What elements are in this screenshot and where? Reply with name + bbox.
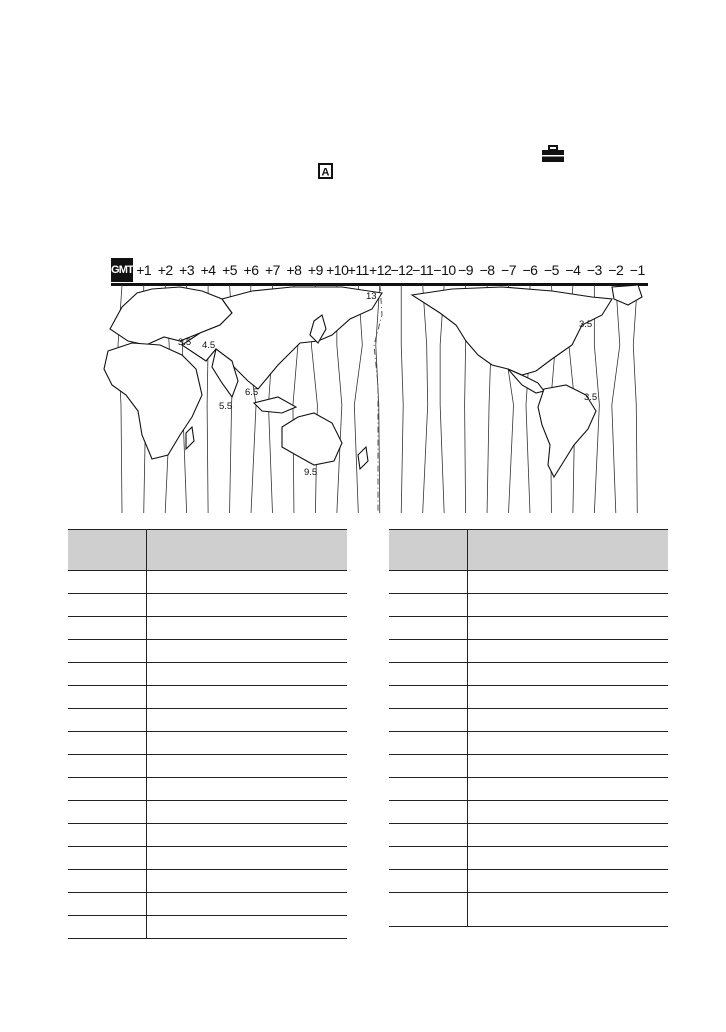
offset-cell: [389, 594, 468, 617]
timezone-label-2: +2: [157, 262, 173, 278]
area-cell: [147, 801, 348, 824]
area-cell: [468, 870, 669, 893]
header-cell-area: [468, 530, 669, 571]
timezone-label-19: −6: [522, 262, 538, 278]
offset-cell: [389, 870, 468, 893]
area-cell: [147, 916, 348, 939]
table-row: [68, 801, 347, 824]
offset-cell: [68, 801, 147, 824]
area-cell: [468, 709, 669, 732]
offset-cell: [389, 893, 468, 927]
area-cell: [468, 893, 669, 927]
offset-cell: [389, 778, 468, 801]
offset-cell: [68, 663, 147, 686]
offset-cell: [68, 709, 147, 732]
table-row: [68, 824, 347, 847]
offset-cell: [68, 824, 147, 847]
offset-cell: [389, 801, 468, 824]
timezone-strip: [111, 258, 648, 284]
timezone-label-13: −12: [390, 262, 413, 278]
offset-cell: [68, 893, 147, 916]
area-cell: [468, 640, 669, 663]
offset-cell: [68, 732, 147, 755]
table-row: [389, 870, 668, 893]
table-row: [68, 755, 347, 778]
area-cell: [147, 594, 348, 617]
table-row: [389, 640, 668, 663]
table-row: [389, 755, 668, 778]
area-cell: [468, 571, 669, 594]
table-row: [389, 801, 668, 824]
auto-mode-letter: A: [321, 166, 330, 179]
area-cell: [147, 709, 348, 732]
offset-cell: [389, 640, 468, 663]
area-cell: [468, 778, 669, 801]
timezone-label-17: −8: [479, 262, 495, 278]
area-cell: [468, 617, 669, 640]
offset-cell: [389, 663, 468, 686]
table-row: [68, 594, 347, 617]
offset-label-5.5: 5.5: [219, 401, 233, 412]
table-row: [68, 663, 347, 686]
area-cell: [468, 686, 669, 709]
table-row: [389, 824, 668, 847]
greenland-outline: [612, 285, 642, 305]
timezone-label-14: −11: [412, 262, 434, 278]
timezone-label-6: +6: [243, 262, 259, 278]
area-cell: [147, 663, 348, 686]
area-cell: [468, 824, 669, 847]
timezone-label-10: +10: [326, 262, 349, 278]
table-row: [389, 617, 668, 640]
timezone-label-7: +7: [264, 262, 280, 278]
header-cell-area: [147, 530, 348, 571]
date-line: [374, 285, 382, 513]
timezone-label-1: +1: [136, 262, 152, 278]
area-cell: [147, 870, 348, 893]
timezone-label-16: −9: [458, 262, 474, 278]
table-row: [389, 709, 668, 732]
area-cell: [147, 755, 348, 778]
area-cell: [468, 594, 669, 617]
header-cell-offset: [68, 530, 147, 571]
offset-label-9.5: 9.5: [304, 467, 318, 478]
offset-cell: [68, 571, 147, 594]
timezone-label-9: +9: [307, 262, 323, 278]
zone-boundary-line: [354, 285, 362, 513]
area-cell: [468, 801, 669, 824]
offset-label-4.5: 4.5: [202, 340, 216, 351]
world-time-zone-map: [82, 285, 652, 513]
offset-label-3.5-canada: 3.5: [579, 319, 593, 330]
table-row: [68, 617, 347, 640]
offset-label-13: 13: [366, 291, 377, 302]
table-header-row: [68, 530, 347, 571]
table-row: [68, 709, 347, 732]
timezone-label-21: −4: [565, 262, 581, 278]
area-cell: [147, 571, 348, 594]
table-row: [68, 732, 347, 755]
area-cell: [468, 755, 669, 778]
table-row: [68, 916, 347, 939]
zone-boundary-line: [612, 285, 620, 513]
area-cell: [468, 847, 669, 870]
offset-cell: [389, 617, 468, 640]
offset-label-3.5-mideast: 3.5: [178, 337, 192, 348]
table-row: [68, 893, 347, 916]
offset-label-6.5: 6.5: [245, 387, 259, 398]
table-row: [389, 847, 668, 870]
timezone-label-18: −7: [501, 262, 516, 278]
table-row: [389, 778, 668, 801]
table-row: [68, 870, 347, 893]
area-cell: [147, 617, 348, 640]
area-cell: [147, 640, 348, 663]
timezone-label-24: −1: [629, 262, 645, 278]
offset-cell: [68, 594, 147, 617]
auto-mode-icon: [318, 163, 333, 179]
timezone-table-right: [389, 529, 668, 927]
timezone-label-4: +4: [200, 262, 216, 278]
table-row: [68, 847, 347, 870]
offset-cell: [68, 778, 147, 801]
offset-label-3.5-americas: 3.5: [584, 392, 598, 403]
offset-cell: [389, 571, 468, 594]
australia-outline: [282, 413, 342, 465]
table-row: [389, 686, 668, 709]
area-cell: [147, 778, 348, 801]
zone-boundary-line: [440, 285, 444, 513]
timezone-label-22: −3: [586, 262, 602, 278]
offset-cell: [389, 824, 468, 847]
new-zealand-outline: [358, 447, 368, 469]
timezone-label-15: −10: [433, 262, 456, 278]
timezone-label-23: −2: [608, 262, 624, 278]
offset-cell: [389, 686, 468, 709]
timezone-label-3: +3: [179, 262, 195, 278]
north-america-outline: [412, 287, 612, 375]
offset-cell: [68, 686, 147, 709]
timezone-label-8: +8: [286, 262, 302, 278]
offset-cell: [389, 755, 468, 778]
table-row: [389, 732, 668, 755]
area-cell: [147, 732, 348, 755]
continents: [104, 285, 642, 477]
timezone-label-12: +12: [369, 262, 392, 278]
offset-cell: [68, 870, 147, 893]
madagascar-outline: [186, 427, 194, 449]
table-row: [389, 893, 668, 927]
timezone-label-5: +5: [222, 262, 238, 278]
se-asia-islands: [254, 397, 296, 413]
offset-cell: [389, 847, 468, 870]
zone-boundary-line: [423, 285, 428, 513]
timezone-label-20: −5: [543, 262, 559, 278]
header-cell-offset: [389, 530, 468, 571]
zone-boundary-line: [633, 285, 637, 513]
area-cell: [147, 824, 348, 847]
timezone-label-11: +11: [347, 262, 369, 278]
offset-cell: [389, 709, 468, 732]
offset-cell: [68, 755, 147, 778]
offset-cell: [389, 732, 468, 755]
zone-boundary-line: [401, 285, 403, 513]
table-row: [68, 640, 347, 663]
offset-cell: [68, 640, 147, 663]
table-row: [389, 663, 668, 686]
area-cell: [468, 732, 669, 755]
offset-cell: [68, 847, 147, 870]
table-row: [68, 686, 347, 709]
table-row: [389, 594, 668, 617]
table-header-row: [389, 530, 668, 571]
area-cell: [147, 847, 348, 870]
timezone-table-left: [68, 529, 347, 939]
area-cell: [147, 686, 348, 709]
area-cell: [468, 663, 669, 686]
toolbox-icon: [541, 145, 565, 163]
table-row: [68, 571, 347, 594]
timezone-label-0: GMT: [111, 258, 133, 282]
area-cell: [147, 893, 348, 916]
offset-cell: [68, 916, 147, 939]
table-row: [68, 778, 347, 801]
table-row: [389, 571, 668, 594]
offset-cell: [68, 617, 147, 640]
